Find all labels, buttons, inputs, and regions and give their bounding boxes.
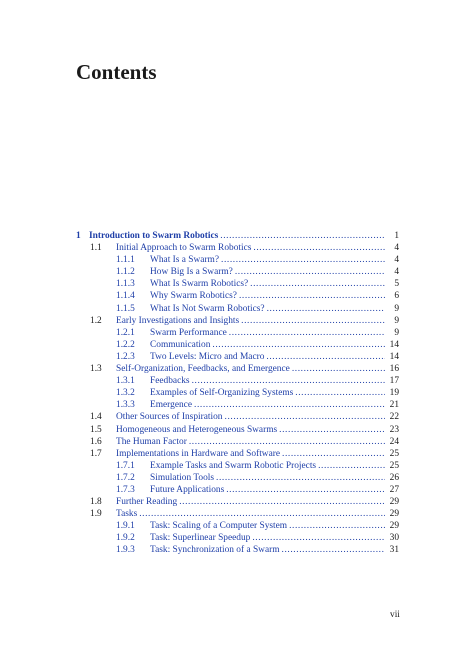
toc-entry-page: 30	[389, 533, 399, 544]
dot-leader	[179, 496, 385, 508]
toc-entry-link[interactable]	[150, 387, 385, 399]
toc-entry-title[interactable]: Early Investigations and Insights	[116, 315, 240, 326]
toc-entry-page: 5	[394, 279, 399, 290]
dot-leader	[292, 363, 385, 375]
toc-subsection-entry[interactable]	[76, 266, 399, 278]
toc-entry-page: 4	[394, 255, 399, 266]
toc-subsection-entry[interactable]	[76, 532, 399, 544]
toc-entry-page: 4	[394, 267, 399, 278]
toc-entry-link[interactable]	[150, 339, 385, 351]
dot-leader	[289, 520, 385, 532]
toc-entry-title[interactable]: The Human Factor	[116, 436, 187, 447]
toc-entry-number: 1.3.3	[116, 400, 135, 411]
toc-entry-link[interactable]	[116, 411, 385, 423]
toc-entry-page: 21	[389, 400, 399, 411]
toc-entry-page: 1	[394, 231, 399, 241]
toc-entry-title[interactable]: Examples of Self-Organizing Systems	[150, 388, 294, 399]
toc-entry-link[interactable]	[150, 460, 385, 472]
toc-entry-page: 4	[394, 243, 399, 254]
table-of-contents	[76, 230, 399, 557]
toc-entry-number: 1.1.3	[116, 279, 135, 290]
toc-entry-page: 26	[389, 472, 399, 483]
toc-entry-page: 23	[389, 424, 399, 435]
toc-entry-page: 27	[389, 484, 399, 495]
toc-entry-title[interactable]: Initial Approach to Swarm Robotics	[116, 243, 252, 254]
toc-section-entry[interactable]	[76, 315, 399, 327]
toc-entry-page: 31	[389, 545, 399, 556]
toc-entry-link[interactable]	[150, 520, 385, 532]
toc-entry-number: 1.2.2	[116, 339, 135, 350]
toc-entry-page: 14	[389, 351, 399, 362]
toc-subsection-entry[interactable]	[76, 375, 399, 387]
toc-subsection-entry[interactable]	[76, 303, 399, 315]
toc-entry-link[interactable]	[150, 399, 385, 411]
toc-entry-link[interactable]	[150, 532, 385, 544]
toc-section-entry[interactable]	[76, 496, 399, 508]
toc-entry-number: 1.7.2	[116, 472, 135, 483]
dot-leader	[282, 448, 385, 460]
toc-subsection-entry[interactable]	[76, 544, 399, 556]
toc-section-entry[interactable]	[76, 411, 399, 423]
toc-chapter-entry[interactable]	[76, 230, 399, 242]
toc-entry-title[interactable]: Task: Superlinear Speedup	[150, 533, 251, 544]
toc-entry-number: 1.2.1	[116, 327, 135, 338]
toc-entry-number: 1.2	[90, 315, 102, 326]
dot-leader	[225, 411, 386, 423]
toc-entry-title[interactable]: Other Sources of Inspiration	[116, 412, 223, 423]
toc-entry-title[interactable]: Further Reading	[116, 497, 178, 508]
toc-section-entry[interactable]	[76, 508, 399, 520]
toc-subsection-entry[interactable]	[76, 254, 399, 266]
toc-entry-title[interactable]: Why Swarm Robotics?	[150, 291, 237, 302]
toc-entry-link[interactable]	[116, 363, 385, 375]
toc-entry-link[interactable]	[116, 424, 385, 436]
toc-entry-link[interactable]	[150, 278, 385, 290]
toc-entry-page: 6	[394, 291, 399, 302]
toc-entry-link[interactable]	[150, 544, 385, 556]
toc-section-entry[interactable]	[76, 424, 399, 436]
toc-subsection-entry[interactable]	[76, 290, 399, 302]
toc-entry-page: 25	[389, 448, 399, 459]
page-number: vii	[390, 610, 400, 620]
dot-leader	[282, 544, 385, 556]
toc-subsection-entry[interactable]	[76, 351, 399, 363]
toc-entry-link[interactable]	[116, 436, 385, 448]
toc-entry-page: 9	[394, 315, 399, 326]
toc-entry-number: 1.9.2	[116, 533, 135, 544]
toc-entry-title[interactable]: What Is Not Swarm Robotics?	[150, 303, 265, 314]
toc-section-entry[interactable]	[76, 242, 399, 254]
dot-leader	[189, 436, 385, 448]
toc-entry-link[interactable]	[150, 484, 385, 496]
toc-entry-number: 1.7.3	[116, 484, 135, 495]
toc-entry-link[interactable]	[89, 230, 385, 242]
toc-subsection-entry[interactable]	[76, 278, 399, 290]
toc-entry-title[interactable]: Introduction to Swarm Robotics	[89, 231, 219, 241]
toc-section-entry[interactable]	[76, 448, 399, 460]
toc-entry-link[interactable]	[150, 472, 385, 484]
toc-entry-number: 1.9	[90, 509, 102, 520]
toc-entry-number: 1.3.2	[116, 388, 135, 399]
toc-subsection-entry[interactable]	[76, 520, 399, 532]
dot-leader	[279, 424, 385, 436]
toc-entry-link[interactable]	[116, 496, 385, 508]
toc-entry-link[interactable]	[116, 242, 385, 254]
dot-leader	[226, 484, 385, 496]
toc-entry-number: 1.5	[90, 424, 102, 435]
toc-entry-number: 1.7	[90, 448, 102, 459]
toc-entry-title[interactable]: Homogeneous and Heterogeneous Swarms	[116, 424, 278, 435]
toc-entry-title[interactable]: Simulation Tools	[150, 472, 215, 483]
toc-entry-page: 29	[389, 497, 399, 508]
toc-entry-page: 14	[389, 339, 399, 350]
toc-entry-number: 1.4	[90, 412, 102, 423]
dot-leader	[241, 315, 385, 327]
dot-leader	[266, 351, 385, 363]
toc-entry-number: 1.1.2	[116, 267, 135, 278]
toc-entry-title[interactable]: Emergence	[150, 400, 192, 411]
toc-entry-link[interactable]	[116, 315, 385, 327]
toc-section-entry[interactable]	[76, 436, 399, 448]
dot-leader	[216, 472, 385, 484]
toc-subsection-entry[interactable]	[76, 327, 399, 339]
dot-leader	[267, 303, 385, 315]
toc-entry-number: 1.9.3	[116, 545, 135, 556]
dot-leader	[192, 375, 385, 387]
toc-entry-link[interactable]	[150, 351, 385, 363]
toc-entry-number: 1.1	[90, 243, 102, 254]
toc-entry-page: 29	[389, 521, 399, 532]
toc-entry-page: 25	[389, 460, 399, 471]
toc-entry-title[interactable]: Task: Synchronization of a Swarm	[150, 545, 280, 556]
toc-entry-number: 1.1.1	[116, 255, 135, 266]
dot-leader	[229, 327, 385, 339]
dot-leader	[252, 532, 385, 544]
toc-entry-page: 24	[389, 436, 399, 447]
toc-entry-number: 1.1.4	[116, 291, 135, 302]
toc-subsection-entry[interactable]	[76, 484, 399, 496]
toc-section-entry[interactable]	[76, 363, 399, 375]
toc-entry-title[interactable]: Communication	[150, 339, 211, 350]
toc-entry-title[interactable]: Example Tasks and Swarm Robotic Projects	[150, 460, 317, 471]
toc-entry-number: 1.8	[90, 497, 102, 508]
toc-entry-title[interactable]: Feedbacks	[150, 376, 190, 387]
toc-entry-page: 19	[389, 388, 399, 399]
toc-entry-number: 1.7.1	[116, 460, 135, 471]
toc-entry-link[interactable]	[116, 508, 385, 520]
toc-entry-title[interactable]: Future Applications	[150, 484, 225, 495]
toc-entry-title[interactable]: Tasks	[116, 509, 138, 520]
toc-entry-link[interactable]	[150, 266, 385, 278]
toc-entry-link[interactable]	[150, 327, 385, 339]
dot-leader	[235, 266, 385, 278]
toc-entry-title[interactable]: What Is Swarm Robotics?	[150, 279, 249, 290]
toc-subsection-entry[interactable]	[76, 472, 399, 484]
toc-entry-link[interactable]	[150, 254, 385, 266]
toc-entry-number: 1.1.5	[116, 303, 135, 314]
toc-entry-number: 1.3.1	[116, 376, 135, 387]
toc-entry-link[interactable]	[150, 290, 385, 302]
dot-leader	[220, 230, 385, 242]
dot-leader	[253, 242, 385, 254]
toc-entry-page: 17	[389, 376, 399, 387]
toc-entry-page: 16	[389, 364, 399, 375]
dot-leader	[194, 399, 385, 411]
toc-subsection-entry[interactable]	[76, 339, 399, 351]
toc-entry-link[interactable]	[150, 375, 385, 387]
dot-leader	[318, 460, 385, 472]
toc-entry-page: 9	[394, 327, 399, 338]
toc-entry-number: 1.9.1	[116, 521, 135, 532]
dot-leader	[250, 278, 385, 290]
toc-entry-number: 1.3	[90, 364, 102, 375]
dot-leader	[212, 339, 385, 351]
toc-entry-title[interactable]: What Is a Swarm?	[150, 255, 219, 266]
toc-entry-title[interactable]: Two Levels: Micro and Macro	[150, 351, 265, 362]
page-title: Contents	[76, 60, 157, 84]
toc-entry-title[interactable]: Task: Scaling of a Computer System	[150, 521, 288, 532]
toc-entry-link[interactable]	[116, 448, 385, 460]
dot-leader	[239, 290, 385, 302]
toc-entry-title[interactable]: How Big Is a Swarm?	[150, 267, 233, 278]
toc-entry-page: 29	[389, 509, 399, 520]
toc-entry-title[interactable]: Implementations in Hardware and Software	[116, 448, 281, 459]
toc-subsection-entry[interactable]	[76, 387, 399, 399]
toc-entry-page: 9	[394, 303, 399, 314]
dot-leader	[139, 508, 385, 520]
toc-entry-title[interactable]: Swarm Performance	[150, 327, 227, 338]
toc-subsection-entry[interactable]	[76, 399, 399, 411]
toc-entry-page: 22	[389, 412, 399, 423]
toc-entry-number: 1	[76, 231, 81, 241]
toc-subsection-entry[interactable]	[76, 460, 399, 472]
dot-leader	[295, 387, 385, 399]
dot-leader	[221, 254, 385, 266]
toc-entry-number: 1.6	[90, 436, 102, 447]
toc-entry-link[interactable]	[150, 303, 385, 315]
toc-entry-title[interactable]: Self-Organization, Feedbacks, and Emergence	[116, 364, 290, 375]
toc-entry-number: 1.2.3	[116, 351, 135, 362]
